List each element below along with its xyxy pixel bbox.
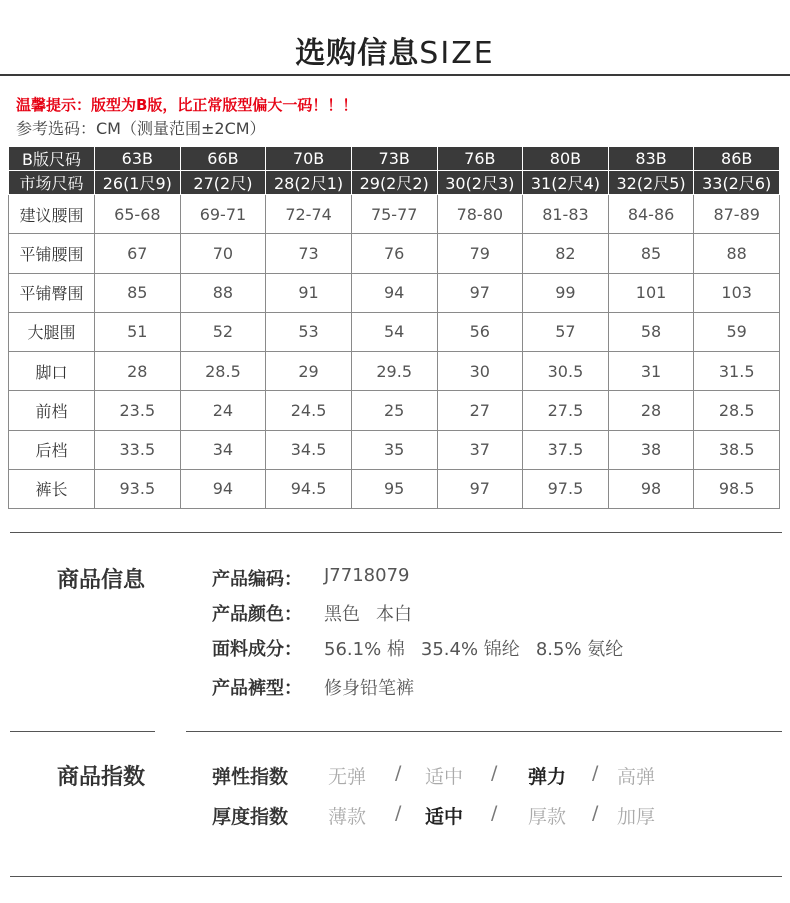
size-table-row (9, 234, 780, 273)
size-table-cell: 37.5 (523, 430, 609, 469)
elasticity-option: 无弹 (328, 766, 367, 788)
title-divider (0, 74, 790, 76)
size-table-cell: 97 (437, 469, 523, 508)
size-table-cell: 38.5 (694, 430, 780, 469)
size-table-cell: 79 (437, 234, 523, 273)
size-table-cell: 29 (266, 352, 352, 391)
size-table-cell: 81-83 (523, 195, 609, 234)
elasticity-option: 高弹 (617, 766, 656, 788)
thickness-option: 薄款 (328, 806, 367, 828)
size-table-row-label: 后档 (9, 430, 95, 469)
size-table-cell: 53 (266, 312, 352, 351)
product-code-value: J7718079 (324, 565, 410, 586)
size-table-cell: 30.5 (523, 352, 609, 391)
size-table-cell: 75-77 (351, 195, 437, 234)
size-table-row-label: 建议腰围 (9, 195, 95, 234)
product-code-row (212, 565, 409, 591)
size-table-row (9, 430, 780, 469)
size-table-cell: 29.5 (351, 352, 437, 391)
size-table-cell: 85 (95, 273, 181, 312)
product-fabric-row (212, 635, 639, 661)
thickness-option: 加厚 (617, 806, 656, 828)
size-table-cell: 98 (608, 469, 694, 508)
size-table-row (9, 469, 780, 508)
size-table-header-cell: 32(2尺5) (608, 171, 694, 195)
size-table-header-cell: 66B (180, 147, 266, 171)
size-table-row (9, 312, 780, 351)
size-table-cell: 38 (608, 430, 694, 469)
size-table-row-label: B版尺码 (9, 147, 95, 171)
option-separator: / (395, 802, 402, 824)
size-table-cell: 78-80 (437, 195, 523, 234)
size-table-cell: 87-89 (694, 195, 780, 234)
size-table-row-label: 市场尺码 (9, 171, 95, 195)
size-table-header-cell: 31(2尺4) (523, 171, 609, 195)
size-table-row-label: 脚口 (9, 352, 95, 391)
size-table-cell: 33.5 (95, 430, 181, 469)
section-divider-short (10, 731, 155, 732)
size-table-header-cell: 80B (523, 147, 609, 171)
size-table-row-label: 大腿围 (9, 312, 95, 351)
fabric-value: 35.4% 锦纶 (420, 639, 520, 660)
size-table-cell: 23.5 (95, 391, 181, 430)
size-table-header-cell: 33(2尺6) (694, 171, 780, 195)
size-table-header-cell: 76B (437, 147, 523, 171)
size-table-cell: 56 (437, 312, 523, 351)
size-table-cell: 27 (437, 391, 523, 430)
elasticity-index-row (212, 762, 712, 786)
size-table-row (9, 391, 780, 430)
size-table-cell: 24 (180, 391, 266, 430)
size-table-cell: 84-86 (608, 195, 694, 234)
color-value: 本白 (376, 604, 412, 625)
size-table-cell: 67 (95, 234, 181, 273)
section-divider (10, 532, 782, 533)
size-table-cell: 73 (266, 234, 352, 273)
size-table-cell: 34.5 (266, 430, 352, 469)
size-table-header-cell: 28(2尺1) (266, 171, 352, 195)
size-table-cell: 25 (351, 391, 437, 430)
size-table-cell: 58 (608, 312, 694, 351)
size-table-cell: 54 (351, 312, 437, 351)
page-title (0, 28, 790, 72)
bottom-divider (10, 876, 782, 877)
size-table-header-cell: 27(2尺) (180, 171, 266, 195)
elasticity-label: 弹性指数 (212, 766, 289, 788)
size-table-cell: 76 (351, 234, 437, 273)
elasticity-option: 弹力 (528, 766, 567, 788)
size-table-header-cell: 70B (266, 147, 352, 171)
size-table-cell: 69-71 (180, 195, 266, 234)
size-table-cell: 28 (95, 352, 181, 391)
page-title-cn: 选购信息 (295, 36, 420, 71)
elasticity-option: 适中 (425, 766, 464, 788)
size-table-cell: 59 (694, 312, 780, 351)
product-code-label: 产品编码： (212, 569, 302, 590)
size-table-row-label: 前档 (9, 391, 95, 430)
size-table-cell: 28.5 (694, 391, 780, 430)
size-table-cell: 85 (608, 234, 694, 273)
option-separator: / (491, 762, 498, 784)
size-table-header-cell: 73B (351, 147, 437, 171)
size-table-cell: 88 (694, 234, 780, 273)
size-table-cell: 82 (523, 234, 609, 273)
size-table-cell: 52 (180, 312, 266, 351)
size-table-cell: 27.5 (523, 391, 609, 430)
size-table-header-row (9, 171, 780, 195)
product-fabric-label: 面料成分： (212, 639, 302, 660)
size-table-cell: 28.5 (180, 352, 266, 391)
size-table-cell: 98.5 (694, 469, 780, 508)
size-table-row (9, 352, 780, 391)
size-table-header-cell: 29(2尺2) (351, 171, 437, 195)
size-table (8, 146, 780, 509)
size-table-row-label: 平铺臀围 (9, 273, 95, 312)
fabric-value: 56.1% 棉 (324, 639, 405, 660)
size-table-header-row (9, 147, 780, 171)
size-table-header-cell: 83B (608, 147, 694, 171)
product-color-row (212, 600, 428, 626)
size-table-cell: 24.5 (266, 391, 352, 430)
size-table-cell: 88 (180, 273, 266, 312)
size-table-row (9, 273, 780, 312)
product-index-title: 商品指数 (57, 765, 146, 790)
size-table-cell: 30 (437, 352, 523, 391)
warm-tip: 温馨提示：版型为B版，比正常版型偏大一码！！！ (16, 96, 358, 114)
thickness-option: 适中 (425, 806, 464, 828)
size-table-cell: 31.5 (694, 352, 780, 391)
product-color-label: 产品颜色： (212, 604, 302, 625)
product-fit-row (212, 674, 414, 700)
size-table-cell: 37 (437, 430, 523, 469)
page-title-en: SIZE (419, 36, 495, 71)
thickness-label: 厚度指数 (212, 806, 289, 828)
size-table-row-label: 平铺腰围 (9, 234, 95, 273)
size-table-cell: 34 (180, 430, 266, 469)
size-reference-note: 参考选码：CM（测量范围±2CM） (16, 119, 266, 138)
color-value: 黑色 (324, 604, 360, 625)
size-table-cell: 91 (266, 273, 352, 312)
size-table-cell: 94 (351, 273, 437, 312)
size-table-cell: 35 (351, 430, 437, 469)
thickness-option: 厚款 (528, 806, 567, 828)
size-table-cell: 94.5 (266, 469, 352, 508)
option-separator: / (592, 762, 599, 784)
size-table-cell: 95 (351, 469, 437, 508)
option-separator: / (395, 762, 402, 784)
fabric-value: 8.5% 氨纶 (535, 639, 624, 660)
size-table-cell: 103 (694, 273, 780, 312)
size-table-cell: 93.5 (95, 469, 181, 508)
size-table-header-cell: 26(1尺9) (95, 171, 181, 195)
size-table-cell: 51 (95, 312, 181, 351)
size-table-header-cell: 30(2尺3) (437, 171, 523, 195)
section-divider-long (186, 731, 782, 732)
size-table-header-cell: 63B (95, 147, 181, 171)
size-table-cell: 97.5 (523, 469, 609, 508)
option-separator: / (491, 802, 498, 824)
product-info-title: 商品信息 (57, 568, 146, 593)
size-table-cell: 57 (523, 312, 609, 351)
size-table-cell: 31 (608, 352, 694, 391)
product-fit-label: 产品裤型： (212, 678, 302, 699)
size-table-cell: 97 (437, 273, 523, 312)
size-table-cell: 70 (180, 234, 266, 273)
size-table-cell: 94 (180, 469, 266, 508)
size-table-cell: 28 (608, 391, 694, 430)
size-table-cell: 65-68 (95, 195, 181, 234)
thickness-index-row (212, 802, 712, 826)
size-table-cell: 101 (608, 273, 694, 312)
size-table-header-cell: 86B (694, 147, 780, 171)
size-table-row-label: 裤长 (9, 469, 95, 508)
option-separator: / (592, 802, 599, 824)
size-table-cell: 72-74 (266, 195, 352, 234)
product-fit-value: 修身铅笔裤 (324, 678, 414, 699)
size-table-row (9, 195, 780, 234)
size-table-cell: 99 (523, 273, 609, 312)
